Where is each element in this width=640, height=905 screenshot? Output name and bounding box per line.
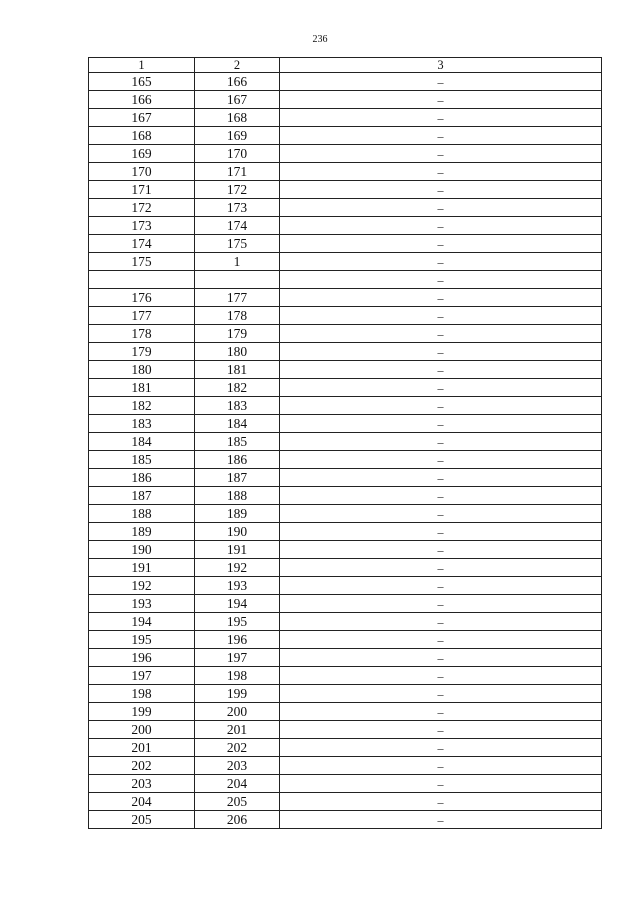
table-row: [89, 685, 602, 703]
table-cell-col3: –: [280, 541, 602, 559]
table-cell-col1: 174: [89, 235, 195, 253]
table-row: [89, 199, 602, 217]
table-cell-col3: –: [280, 145, 602, 163]
table-row: [89, 415, 602, 433]
table-cell-col1: 197: [89, 667, 195, 685]
table-cell-col3: –: [280, 325, 602, 343]
table-row: [89, 325, 602, 343]
table-cell-col3: –: [280, 163, 602, 181]
table-row: [89, 595, 602, 613]
table-row: [89, 163, 602, 181]
table-cell-col2: 174: [195, 217, 280, 235]
table-cell-col3: –: [280, 649, 602, 667]
table-cell-col1: 170: [89, 163, 195, 181]
table-cell-col3: –: [280, 505, 602, 523]
table-cell-col2: 206: [195, 811, 280, 829]
data-table: [88, 57, 602, 829]
table-cell-col3: –: [280, 127, 602, 145]
table-cell-col1: 165: [89, 73, 195, 91]
table-cell-col1: 185: [89, 451, 195, 469]
column-header-1: 1: [89, 58, 195, 73]
table-row: [89, 487, 602, 505]
table-cell-col1: 194: [89, 613, 195, 631]
table-cell-col2: 185: [195, 433, 280, 451]
table-cell-col1: 195: [89, 631, 195, 649]
table-cell-col1: 172: [89, 199, 195, 217]
table-row: [89, 397, 602, 415]
table-row: [89, 577, 602, 595]
table-body: [89, 58, 602, 829]
table-cell-col3: –: [280, 415, 602, 433]
table-cell-col2: 196: [195, 631, 280, 649]
table-cell-col3: –: [280, 469, 602, 487]
table-cell-col2: 182: [195, 379, 280, 397]
table-row: [89, 451, 602, 469]
table-cell-col2: 175: [195, 235, 280, 253]
table-cell-col2: 177: [195, 289, 280, 307]
table-cell-col2: 202: [195, 739, 280, 757]
table-cell-col3: –: [280, 307, 602, 325]
table-cell-col1: 180: [89, 361, 195, 379]
table-row: [89, 613, 602, 631]
table-cell-col1: 176: [89, 289, 195, 307]
table-cell-col2: 179: [195, 325, 280, 343]
table-cell-col3: –: [280, 631, 602, 649]
table-cell-col1: 198: [89, 685, 195, 703]
table-cell-col3: –: [280, 775, 602, 793]
table-cell-col3: –: [280, 451, 602, 469]
table-row: [89, 649, 602, 667]
table-cell-col2: 171: [195, 163, 280, 181]
table-cell-col1: 196: [89, 649, 195, 667]
table-cell-col1: 169: [89, 145, 195, 163]
table-cell-col3: –: [280, 559, 602, 577]
table-cell-col3: –: [280, 667, 602, 685]
table-row: [89, 469, 602, 487]
table-row: [89, 793, 602, 811]
table-cell-col2: 197: [195, 649, 280, 667]
table-cell-col2: 169: [195, 127, 280, 145]
table-row: [89, 145, 602, 163]
table-cell-col1: 173: [89, 217, 195, 235]
table-cell-col2: 188: [195, 487, 280, 505]
table-cell-col3: –: [280, 91, 602, 109]
table-cell-col3: –: [280, 487, 602, 505]
table-cell-col2: 181: [195, 361, 280, 379]
table-cell-col1: 201: [89, 739, 195, 757]
table-cell-col3: –: [280, 703, 602, 721]
table-cell-col2: 184: [195, 415, 280, 433]
table-row: [89, 667, 602, 685]
table-cell-col1: [89, 271, 195, 289]
table-cell-col3: –: [280, 289, 602, 307]
table-row: [89, 289, 602, 307]
table-cell-col2: 191: [195, 541, 280, 559]
table-cell-col3: –: [280, 721, 602, 739]
table-cell-col1: 191: [89, 559, 195, 577]
table-cell-col2: 172: [195, 181, 280, 199]
table-row: [89, 541, 602, 559]
table-cell-col2: 193: [195, 577, 280, 595]
table-cell-col1: 178: [89, 325, 195, 343]
table-cell-col3: –: [280, 595, 602, 613]
table-cell-col3: –: [280, 613, 602, 631]
table-cell-col2: 189: [195, 505, 280, 523]
table-cell-col2: 190: [195, 523, 280, 541]
table-cell-col1: 204: [89, 793, 195, 811]
table-cell-col3: –: [280, 343, 602, 361]
table-row: [89, 433, 602, 451]
table-cell-col3: –: [280, 685, 602, 703]
table-cell-col1: 199: [89, 703, 195, 721]
table-cell-col3: –: [280, 577, 602, 595]
table-cell-col2: 201: [195, 721, 280, 739]
table-cell-col2: 170: [195, 145, 280, 163]
table-cell-col2: 205: [195, 793, 280, 811]
table-cell-col1: 192: [89, 577, 195, 595]
table-cell-col2: 180: [195, 343, 280, 361]
table-row: [89, 811, 602, 829]
table-cell-col1: 175: [89, 253, 195, 271]
table-cell-col2: 198: [195, 667, 280, 685]
table-row: [89, 775, 602, 793]
table-cell-col1: 184: [89, 433, 195, 451]
table-cell-col1: 187: [89, 487, 195, 505]
table-row: [89, 91, 602, 109]
table-row: [89, 523, 602, 541]
table-cell-col3: –: [280, 73, 602, 91]
table-row: [89, 271, 602, 289]
table-cell-col1: 189: [89, 523, 195, 541]
table-cell-col2: 204: [195, 775, 280, 793]
table-row: [89, 721, 602, 739]
data-table-container: [88, 57, 601, 829]
table-cell-col3: –: [280, 739, 602, 757]
table-row: [89, 505, 602, 523]
table-row: [89, 253, 602, 271]
table-cell-col1: 182: [89, 397, 195, 415]
table-cell-col2: 195: [195, 613, 280, 631]
table-row: [89, 235, 602, 253]
table-cell-col3: –: [280, 361, 602, 379]
table-row: [89, 631, 602, 649]
table-cell-col2: 173: [195, 199, 280, 217]
table-cell-col1: 171: [89, 181, 195, 199]
table-cell-col1: 177: [89, 307, 195, 325]
table-cell-col2: 199: [195, 685, 280, 703]
table-cell-col2: 166: [195, 73, 280, 91]
table-cell-col1: 203: [89, 775, 195, 793]
table-row: [89, 559, 602, 577]
table-row: [89, 307, 602, 325]
table-cell-col1: 179: [89, 343, 195, 361]
table-cell-col3: –: [280, 757, 602, 775]
table-row: [89, 217, 602, 235]
column-header-2: 2: [195, 58, 280, 73]
table-cell-col2: [195, 271, 280, 289]
table-row: [89, 703, 602, 721]
table-cell-col3: –: [280, 523, 602, 541]
table-cell-col2: 186: [195, 451, 280, 469]
table-row: [89, 757, 602, 775]
table-cell-col3: –: [280, 217, 602, 235]
table-row: [89, 181, 602, 199]
table-cell-col1: 190: [89, 541, 195, 559]
table-cell-col3: –: [280, 235, 602, 253]
table-cell-col3: –: [280, 397, 602, 415]
table-cell-col3: –: [280, 271, 602, 289]
table-row: [89, 109, 602, 127]
table-cell-col1: 186: [89, 469, 195, 487]
table-cell-col2: 1: [195, 253, 280, 271]
table-cell-col1: 168: [89, 127, 195, 145]
table-cell-col3: –: [280, 109, 602, 127]
table-cell-col2: 183: [195, 397, 280, 415]
table-cell-col1: 167: [89, 109, 195, 127]
table-cell-col2: 187: [195, 469, 280, 487]
table-cell-col1: 202: [89, 757, 195, 775]
page-number: 236: [312, 34, 328, 45]
table-row: [89, 73, 602, 91]
table-cell-col1: 181: [89, 379, 195, 397]
table-row: [89, 127, 602, 145]
table-cell-col2: 167: [195, 91, 280, 109]
table-cell-col2: 203: [195, 757, 280, 775]
table-cell-col1: 183: [89, 415, 195, 433]
table-row: [89, 361, 602, 379]
table-cell-col2: 200: [195, 703, 280, 721]
table-cell-col1: 193: [89, 595, 195, 613]
table-cell-col1: 188: [89, 505, 195, 523]
column-header-3: 3: [280, 58, 602, 73]
table-cell-col1: 166: [89, 91, 195, 109]
table-cell-col2: 194: [195, 595, 280, 613]
table-row: [89, 379, 602, 397]
table-cell-col1: 200: [89, 721, 195, 739]
table-cell-col3: –: [280, 181, 602, 199]
table-row: [89, 343, 602, 361]
table-cell-col3: –: [280, 253, 602, 271]
table-cell-col3: –: [280, 379, 602, 397]
table-cell-col3: –: [280, 793, 602, 811]
header-row: [89, 58, 602, 73]
table-cell-col2: 168: [195, 109, 280, 127]
table-cell-col2: 178: [195, 307, 280, 325]
table-cell-col3: –: [280, 433, 602, 451]
table-cell-col3: –: [280, 199, 602, 217]
table-cell-col1: 205: [89, 811, 195, 829]
table-cell-col2: 192: [195, 559, 280, 577]
table-cell-col3: –: [280, 811, 602, 829]
table-row: [89, 739, 602, 757]
